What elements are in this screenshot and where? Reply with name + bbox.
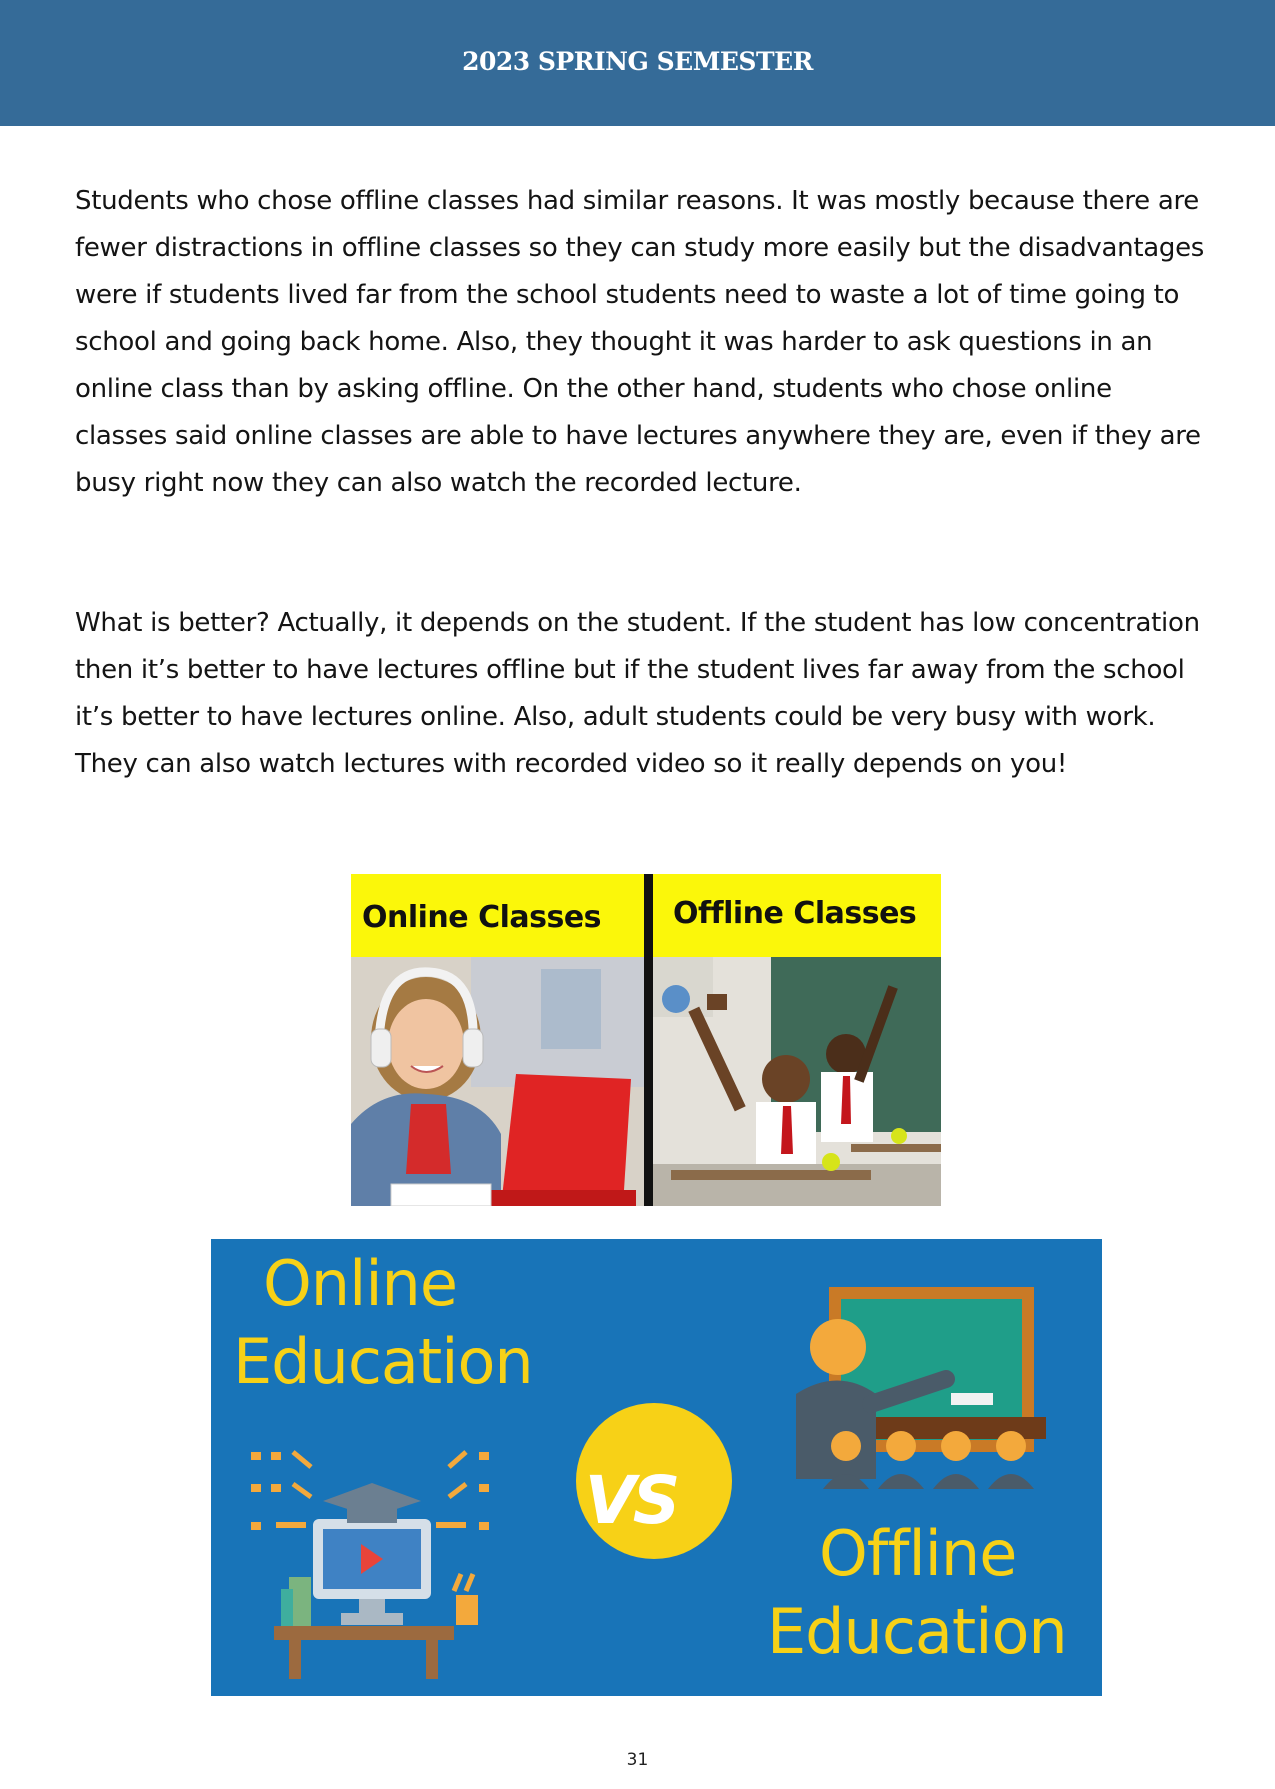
vs-label: VS xyxy=(584,1462,678,1539)
header-band xyxy=(0,0,1275,126)
online-vs-offline-classes-image xyxy=(351,874,941,1206)
article-paragraph-2 xyxy=(75,600,1205,788)
header-title: 2023 SPRING SEMESTER xyxy=(462,46,813,76)
online-classes-label: Online Classes xyxy=(362,900,602,935)
offline-title-line2: Education xyxy=(767,1595,1067,1668)
paragraph-text: What is better? Actually, it depends on the student. If the student has low concentration then it’s better to have lectures offline but if the student lives far away from the school it’s better to have lectures online. Also, adult students could be very busy with work. They can also watch lectures with recorded video so it really depends on you! xyxy=(75,608,1200,779)
article-paragraph-1 xyxy=(75,178,1205,507)
online-title-line2: Education xyxy=(233,1325,533,1398)
online-vs-offline-education-image xyxy=(211,1239,1102,1696)
online-title-line1: Online xyxy=(263,1247,457,1320)
offline-classes-label: Offline Classes xyxy=(673,896,917,931)
paragraph-text: Students who chose offline classes had similar reasons. It was mostly because there are fewer distractions in offline classes so they can study more easily but the disadvantages were if students lived far from the school students need to waste a lot of time going to school and going back home. Also, they thought it was harder to ask questions in an online class than by asking offline. On the other hand, students who chose online classes said online classes are able to have lectures anywhere they are, even if they are busy right now they can also watch the recorded lecture. xyxy=(75,186,1205,498)
page-number: 31 xyxy=(626,1750,649,1770)
offline-title-line1: Offline xyxy=(819,1517,1017,1590)
